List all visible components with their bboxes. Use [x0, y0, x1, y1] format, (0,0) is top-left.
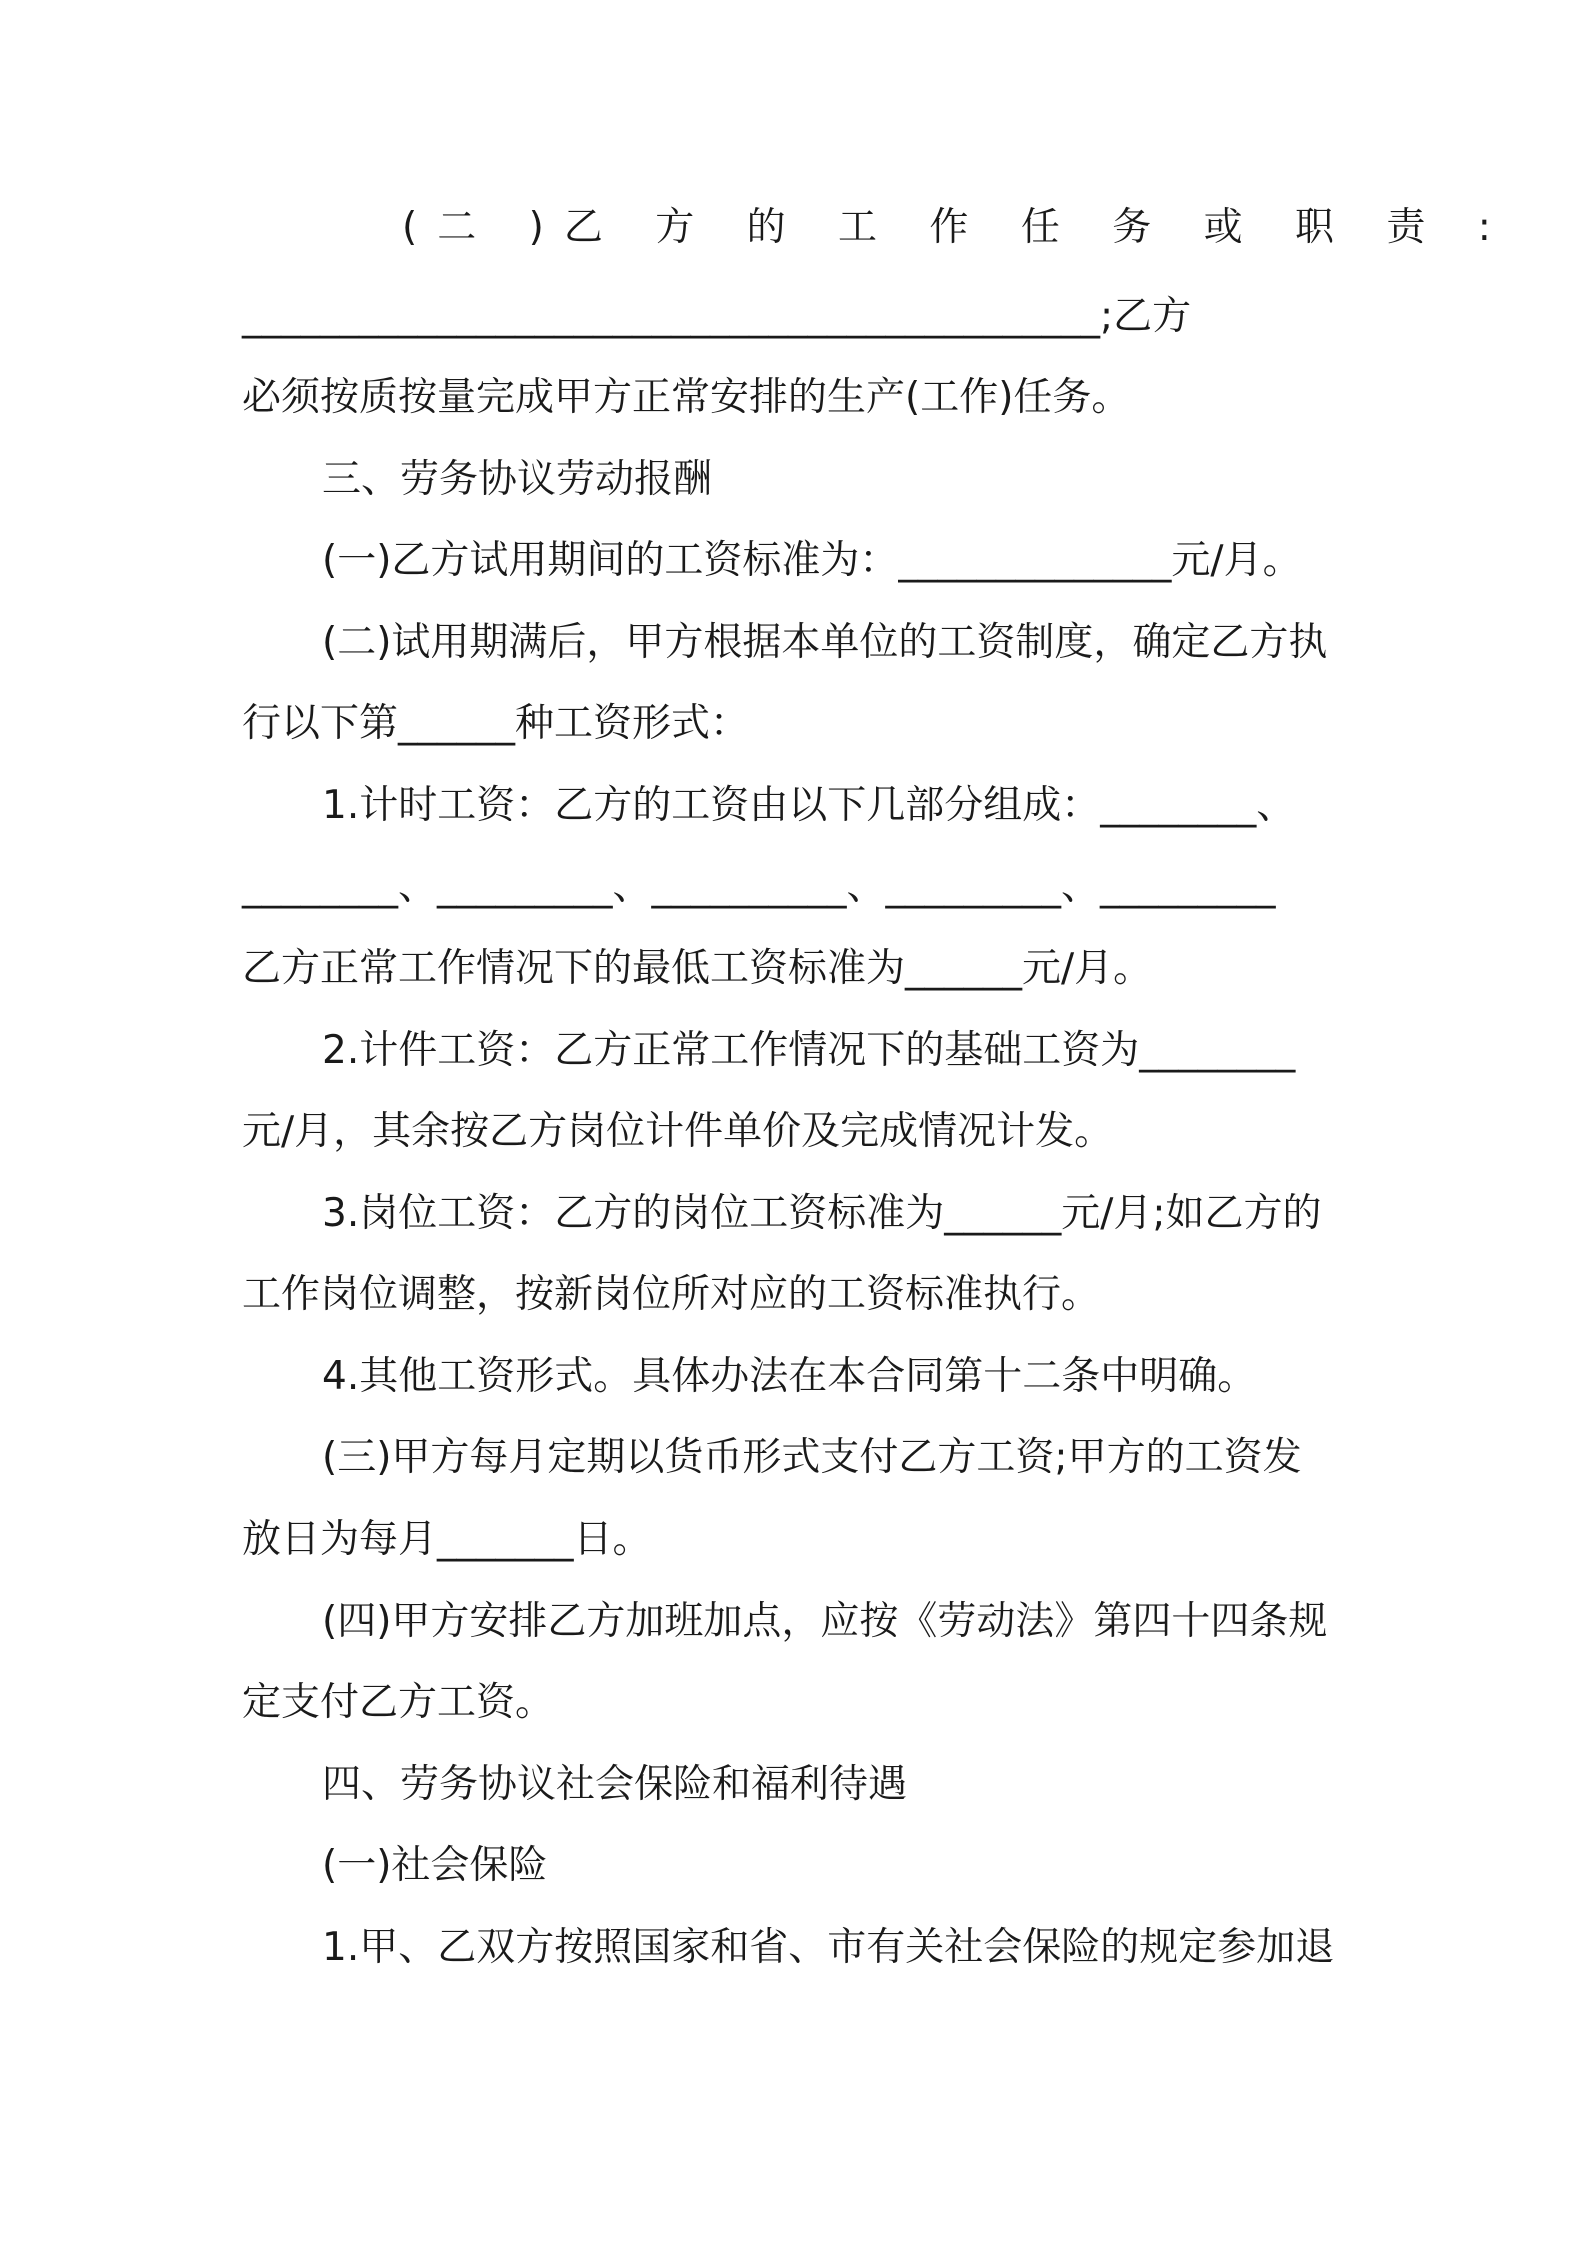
item-piece-wage: 2.计件工资：乙方正常工作情况下的基础工资为________ — [322, 1028, 1296, 1073]
paragraph-duties-text: 必须按质按量完成甲方正常安排的生产(工作)任务。 — [242, 375, 1131, 420]
item-social-insurance-1: 1.甲、乙双方按照国家和省、市有关社会保险的规定参加退 — [322, 1925, 1335, 1970]
section-3-heading: 三、劳务协议劳动报酬 — [322, 457, 713, 502]
section-4-heading: 四、劳务协议社会保险和福利待遇 — [322, 1762, 908, 1807]
paragraph-wage-form-cont: 行以下第______种工资形式： — [242, 701, 750, 746]
paragraph-probation-wage: (一)乙方试用期间的工资标准为：______________元/月。 — [322, 538, 1302, 583]
paragraph-wage-form: (二)试用期满后，甲方根据本单位的工资制度，确定乙方执 — [322, 620, 1328, 665]
item-hourly-wage-blanks: ________、_________、__________、_________、_________ — [242, 864, 1276, 909]
paragraph-duties-heading: (二 )乙 方 的 工 作 任 务 或 职 责 : — [402, 205, 1511, 250]
item-piece-wage-cont: 元/月，其余按乙方岗位计件单价及完成情况计发。 — [242, 1109, 1114, 1154]
paragraph-payment-date-cont: 放日为每月_______日。 — [242, 1517, 652, 1562]
item-hourly-wage-minimum: 乙方正常工作情况下的最低工资标准为______元/月。 — [242, 946, 1153, 991]
paragraph-overtime: (四)甲方安排乙方加班加点，应按《劳动法》第四十四条规 — [322, 1599, 1328, 1644]
item-hourly-wage: 1.计时工资：乙方的工资由以下几部分组成：________、 — [322, 783, 1296, 828]
paragraph-duties-blank: ____________________________________________;乙方 — [242, 294, 1192, 339]
item-other-wage: 4.其他工资形式。具体办法在本合同第十二条中明确。 — [322, 1354, 1257, 1399]
item-post-wage-cont: 工作岗位调整，按新岗位所对应的工资标准执行。 — [242, 1272, 1101, 1317]
subsection-social-insurance: (一)社会保险 — [322, 1843, 548, 1888]
paragraph-overtime-cont: 定支付乙方工资。 — [242, 1680, 555, 1725]
paragraph-payment-date: (三)甲方每月定期以货币形式支付乙方工资;甲方的工资发 — [322, 1435, 1302, 1480]
item-post-wage: 3.岗位工资：乙方的岗位工资标准为______元/月;如乙方的 — [322, 1191, 1322, 1236]
